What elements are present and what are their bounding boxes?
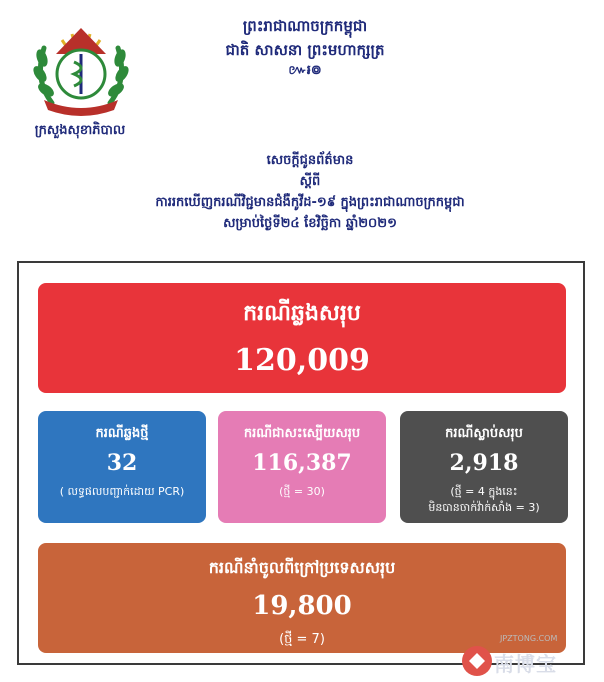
new-cases-value: 32 [106,450,138,476]
deaths-card [400,411,568,523]
watermark-text: 南博宝 [494,652,557,676]
imported-cases-label: ករណីនាំចូលពីក្រៅប្រទេសសរុប [208,558,396,577]
ministry-name: ក្រសួងសុខាភិបាល [34,123,126,138]
title-line-4: សម្រាប់ថ្ងៃទី២៤ ខែវិច្ឆិកា ឆ្នាំ២០២១ [223,216,397,231]
total-cases-label: ករណីឆ្លងសរុប [243,301,361,326]
deaths-note-line-1: (ថ្មី = 4 ក្នុងនេះ [450,485,518,498]
imported-cases-note: (ថ្មី = 7) [279,632,325,647]
recovered-note: (ថ្មី = 30) [279,485,325,498]
new-cases-note: ( លទ្ធផលបញ្ជាក់ដោយ PCR) [59,485,185,498]
press-release-title [90,150,530,234]
statistics-board [17,261,585,665]
document-header [0,0,604,250]
site-watermark [460,632,600,680]
recovered-label: ករណីជាសះស្បើយសរុប [243,426,361,441]
deaths-note [400,484,568,516]
title-line-2: ស្ដីពី [299,174,321,189]
deaths-label: ករណីស្លាប់សរុប [445,426,523,441]
watermark-logo-icon [460,644,494,678]
total-cases-card [38,283,566,393]
total-cases-value: 120,009 [234,343,370,378]
recovered-card [218,411,386,523]
imported-cases-value: 19,800 [252,591,352,621]
ministry-of-health-emblem-icon [22,18,140,118]
title-line-3: ការរកឃើញករណីវិជ្ជមានជំងឺកូវីដ-១៩ ក្នុងព្រះរាជាណាចក្រកម្ពុជា [155,195,465,210]
deaths-value: 2,918 [449,450,519,476]
recovered-value: 116,387 [252,450,352,476]
kingdom-motto [170,14,440,80]
title-line-1: សេចក្ដីជូនព័ត៌មាន [266,153,354,168]
kingdom-name: ព្រះរាជាណាចក្រកម្ពុជា [242,17,368,35]
deaths-note-line-2: មិនបានចាក់វ៉ាក់សាំង = 3) [428,501,540,514]
national-motto: ជាតិ សាសនា ព្រះមហាក្សត្រ [225,41,385,59]
motto-ornament: ៚៛៙ [288,63,322,78]
watermark-url: JPZTONG.COM [500,634,558,643]
new-cases-card [38,411,206,523]
new-cases-label: ករណីឆ្លងថ្មី [95,426,149,441]
